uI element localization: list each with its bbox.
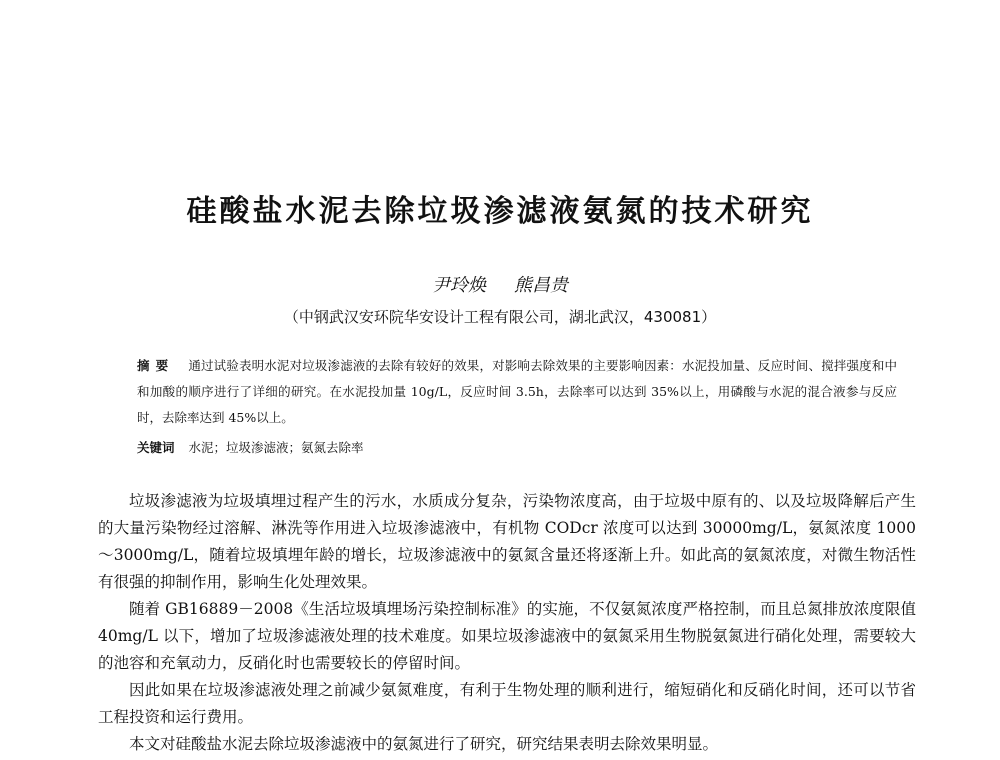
paper-title: 硅酸盐水泥去除垃圾渗滤液氨氮的技术研究 bbox=[186, 194, 814, 229]
abstract-label: 摘要 bbox=[137, 358, 175, 373]
body-paragraph: 因此如果在垃圾渗滤液处理之前减少氨氮难度，有利于生物处理的顺利进行，缩短硝化和反硝化时间，还可以节省工程投资和运行费用。 bbox=[98, 681, 916, 726]
body-text bbox=[98, 488, 916, 758]
body-paragraph: 本文对硅酸盐水泥去除垃圾渗滤液中的氨氮进行了研究，研究结果表明去除效果明显。 bbox=[129, 735, 719, 753]
author-name: 尹玲焕 bbox=[432, 275, 486, 296]
body-paragraph: 垃圾渗滤液为垃圾填埋过程产生的污水，水质成分复杂，污染物浓度高，由于垃圾中原有的、以及垃圾降解后产生的大量污染物经过溶解、淋洗等作用进入垃圾渗滤液中，有机物 CODcr 浓度可以达到 30000mg/L，氨氮浓度 1000～3000mg/L，随着垃圾填埋年龄的增长，垃圾渗滤液中的氨氮含量还将逐渐上升。如此高的氨氮浓度，对微生物活性有很强的抑制作用，影响生化处理效果。 bbox=[98, 492, 916, 591]
body-paragraph: 随着 GB16889－2008《生活垃圾填埋场污染控制标准》的实施，不仅氨氮浓度严格控制，而且总氮排放浓度限值 40mg/L 以下，增加了垃圾渗滤液处理的技术难度。如果垃圾渗滤液中的氨氮采用生物脱氨氮进行硝化处理，需要较大的池容和充氧动力，反硝化时也需要较长的停留时间。 bbox=[98, 600, 916, 672]
abstract bbox=[137, 353, 897, 431]
abstract-text: 通过试验表明水泥对垃圾渗滤液的去除有较好的效果，对影响去除效果的主要影响因素：水泥投加量、反应时间、搅拌强度和中和加酸的顺序进行了详细的研究。在水泥投加量 10g/L，反应时间 3.5h，去除率可以达到 35%以上，用磷酸与水泥的混合液参与反应时，去除率达到 45%以上。 bbox=[137, 358, 897, 425]
author-name: 熊昌贵 bbox=[514, 275, 568, 296]
keywords bbox=[137, 436, 897, 460]
keywords-text: 水泥；垃圾渗滤液；氨氮去除率 bbox=[188, 440, 364, 455]
keywords-label: 关键词 bbox=[137, 440, 175, 455]
author-list bbox=[0, 273, 1000, 299]
affiliation: （中钢武汉安环院华安设计工程有限公司，湖北武汉，430081） bbox=[283, 308, 717, 326]
